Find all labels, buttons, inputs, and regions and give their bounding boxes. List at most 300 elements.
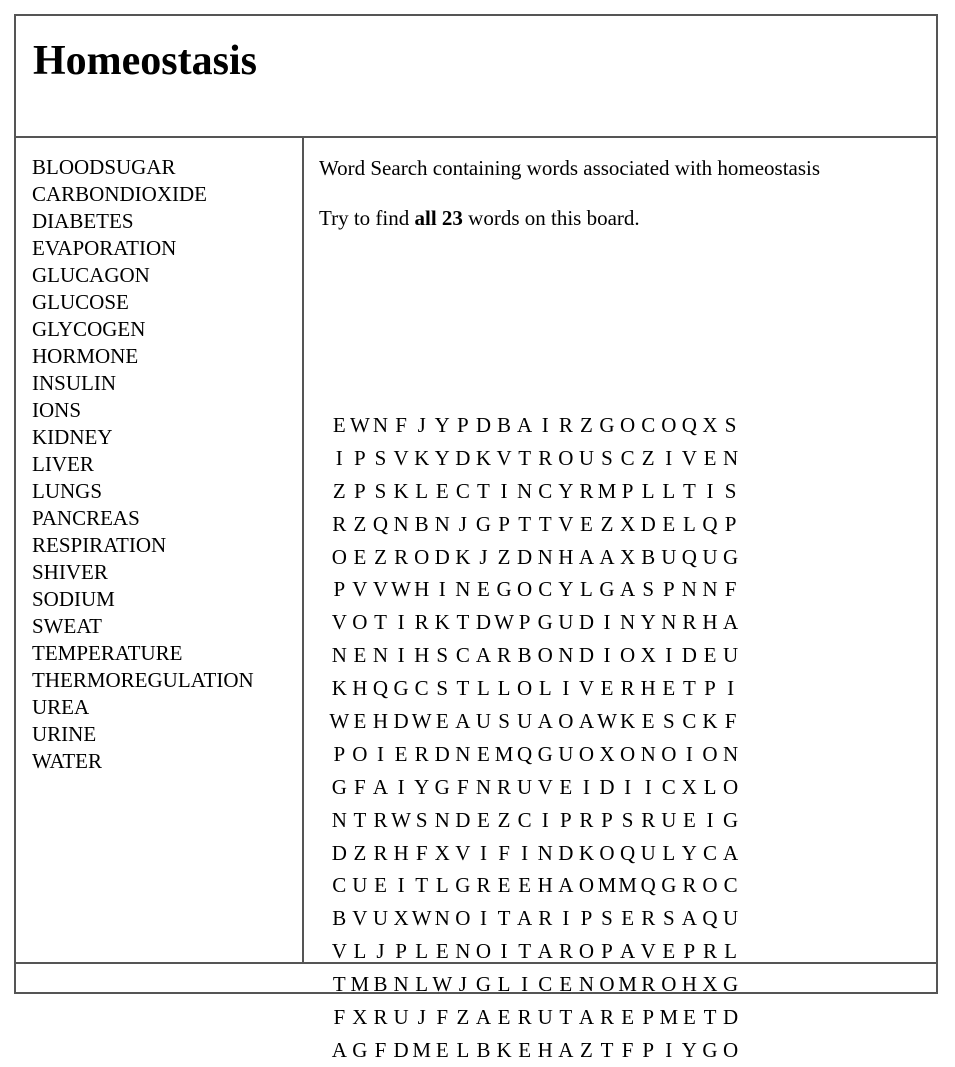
grid-letter: H <box>558 544 574 569</box>
grid-letter: Z <box>497 544 511 569</box>
grid-letter: R <box>373 807 388 832</box>
grid-letter: I <box>644 774 652 799</box>
grid-letter: R <box>476 873 491 898</box>
grid-letter: N <box>393 511 409 536</box>
grid-letter: N <box>620 610 636 635</box>
grid-letter: R <box>641 972 656 997</box>
word-list-item: EVAPORATION <box>32 236 177 260</box>
word-list-item: THERMOREGULATION <box>32 668 254 692</box>
grid-letter: I <box>335 445 343 470</box>
grid-row <box>329 442 741 475</box>
grid-letter: I <box>665 445 673 470</box>
grid-letter: V <box>640 939 656 964</box>
grid-letter: G <box>434 774 450 799</box>
word-list-item: UREA <box>32 695 90 719</box>
grid-letter: X <box>434 840 450 865</box>
grid-letter: N <box>372 643 389 668</box>
grid-letter: P <box>683 939 696 964</box>
grid-letter: O <box>599 972 615 997</box>
grid-letter: U <box>661 807 677 832</box>
grid-letter: O <box>352 741 368 766</box>
word-list-item: LIVER <box>32 452 94 476</box>
grid-letter: E <box>435 939 449 964</box>
grid-letter: P <box>621 478 634 503</box>
grid-letter: O <box>620 741 636 766</box>
grid-letter: N <box>537 544 553 569</box>
grid-letter: Z <box>353 840 367 865</box>
grid-row <box>329 705 741 738</box>
grid-letter: G <box>599 412 615 437</box>
grid-letter: R <box>538 906 553 931</box>
grid-letter: A <box>620 577 636 602</box>
grid-letter: I <box>624 774 632 799</box>
grid-letter: X <box>620 511 636 536</box>
grid-letter: J <box>458 511 467 536</box>
grid-letter: F <box>395 412 407 437</box>
grid-letter: G <box>475 972 492 997</box>
grid-letter: E <box>353 708 367 733</box>
grid-letter: Y <box>681 840 697 865</box>
word-list-item: RESPIRATION <box>32 533 167 557</box>
grid-letter: E <box>580 511 593 536</box>
grid-row <box>329 541 741 574</box>
grid-letter: T <box>497 906 511 931</box>
grid-letter: Z <box>332 478 346 503</box>
grid-letter: A <box>475 643 492 668</box>
grid-letter: R <box>497 774 512 799</box>
grid-letter: U <box>372 906 389 931</box>
grid-letter: W <box>494 610 514 635</box>
grid-letter: R <box>558 939 573 964</box>
grid-row <box>329 573 741 606</box>
grid-letter: C <box>414 676 429 701</box>
grid-letter: O <box>475 939 492 964</box>
grid-letter: R <box>373 840 388 865</box>
grid-letter: L <box>662 478 676 503</box>
grid-letter: G <box>702 1037 718 1062</box>
grid-letter: F <box>354 774 366 799</box>
grid-letter: W <box>432 972 453 997</box>
grid-letter: A <box>558 1037 574 1062</box>
grid-letter: F <box>415 840 428 865</box>
grid-letter: B <box>373 972 388 997</box>
grid-letter: P <box>354 478 366 503</box>
grid-letter: I <box>500 478 508 503</box>
grid-letter: Q <box>517 741 533 766</box>
grid-letter: P <box>354 445 366 470</box>
grid-letter: O <box>661 412 677 437</box>
grid-letter: E <box>435 478 449 503</box>
grid-letter: N <box>331 807 347 832</box>
grid-letter: V <box>455 840 471 865</box>
grid-letter: L <box>538 676 552 701</box>
grid-letter: T <box>538 511 552 536</box>
grid-letter: D <box>434 544 450 569</box>
grid-letter: Q <box>372 676 389 701</box>
grid-letter: A <box>722 610 739 635</box>
grid-letter: U <box>640 840 656 865</box>
grid-letter: G <box>599 577 615 602</box>
grid-letter: T <box>456 610 470 635</box>
word-list-item: WATER <box>32 749 102 773</box>
grid-letter: J <box>458 972 467 997</box>
grid-letter: O <box>537 643 553 668</box>
grid-letter: U <box>475 708 492 733</box>
grid-letter: E <box>682 807 696 832</box>
grid-letter: L <box>353 939 367 964</box>
grid-letter: R <box>579 478 594 503</box>
grid-letter: E <box>435 1037 449 1062</box>
grid-letter: V <box>681 445 697 470</box>
word-list-item: GLUCAGON <box>32 263 150 287</box>
grid-letter: D <box>455 807 471 832</box>
grid-letter: N <box>393 972 409 997</box>
grid-letter: V <box>578 676 594 701</box>
grid-letter: M <box>618 873 637 898</box>
grid-letter: K <box>455 544 471 569</box>
grid-letter: A <box>517 906 533 931</box>
grid-letter: N <box>722 445 739 470</box>
grid-letter: N <box>681 577 697 602</box>
grid-letter: O <box>620 643 636 668</box>
grid-letter: M <box>618 972 637 997</box>
grid-letter: H <box>414 577 430 602</box>
grid-letter: Y <box>434 445 450 470</box>
grid-letter: P <box>642 1037 655 1062</box>
grid-letter: N <box>434 906 450 931</box>
grid-letter: T <box>518 939 532 964</box>
word-list-item: SODIUM <box>32 587 115 611</box>
grid-letter: C <box>332 873 347 898</box>
grid-letter: Y <box>434 412 450 437</box>
grid-letter: Q <box>681 544 697 569</box>
grid-letter: E <box>559 972 573 997</box>
grid-letter: C <box>538 972 553 997</box>
grid-letter: E <box>374 873 387 898</box>
grid-letter: I <box>727 676 735 701</box>
grid-letter: Q <box>681 412 697 437</box>
grid-letter: O <box>620 412 636 437</box>
grid-letter: R <box>641 906 656 931</box>
grid-letter: C <box>682 708 697 733</box>
grid-letter: A <box>558 873 574 898</box>
grid-letter: F <box>724 577 737 602</box>
grid-letter: U <box>702 544 718 569</box>
grid-letter: R <box>394 544 409 569</box>
grid-letter: S <box>621 807 634 832</box>
grid-letter: N <box>537 840 553 865</box>
grid-letter: D <box>599 774 615 799</box>
grid-letter: I <box>665 1037 673 1062</box>
grid-letter: P <box>333 577 346 602</box>
grid-letter: Z <box>456 1004 470 1029</box>
grid-letter: Z <box>374 544 387 569</box>
grid-letter: C <box>702 840 717 865</box>
grid-letter: G <box>331 774 347 799</box>
grid-letter: B <box>332 906 347 931</box>
grid-letter: T <box>703 1004 717 1029</box>
grid-letter: R <box>538 445 553 470</box>
word-list-item: DIABETES <box>32 209 134 233</box>
grid-letter: Q <box>620 840 636 865</box>
grid-letter: L <box>662 840 676 865</box>
grid-letter: I <box>582 774 590 799</box>
grid-letter: R <box>558 412 573 437</box>
grid-row <box>329 606 741 639</box>
grid-letter: I <box>397 643 405 668</box>
grid-letter: R <box>682 610 697 635</box>
grid-letter: C <box>723 873 738 898</box>
grid-letter: G <box>352 1037 368 1062</box>
grid-letter: P <box>580 906 593 931</box>
grid-letter: E <box>621 906 635 931</box>
grid-letter: N <box>372 412 389 437</box>
grid-letter: Y <box>640 610 656 635</box>
grid-letter: R <box>497 643 512 668</box>
grid-letter: I <box>541 412 549 437</box>
grid-letter: N <box>578 972 594 997</box>
grid-letter: E <box>662 939 676 964</box>
grid-letter: Z <box>580 1037 593 1062</box>
grid-letter: K <box>620 708 636 733</box>
grid-letter: E <box>353 643 367 668</box>
grid-letter: F <box>436 1004 449 1029</box>
grid-letter: M <box>659 1004 679 1029</box>
grid-letter: Z <box>497 807 511 832</box>
word-list-item: GLUCOSE <box>32 290 129 314</box>
grid-letter: D <box>434 741 450 766</box>
grid-letter: S <box>724 478 737 503</box>
grid-letter: W <box>391 807 411 832</box>
grid-letter: H <box>537 873 553 898</box>
grid-letter: E <box>394 741 408 766</box>
grid-letter: M <box>597 873 617 898</box>
grid-letter: L <box>415 939 429 964</box>
grid-letter: V <box>496 445 512 470</box>
grid-letter: T <box>518 445 532 470</box>
grid-letter: X <box>393 906 409 931</box>
grid-letter: W <box>411 906 432 931</box>
grid-letter: L <box>682 511 696 536</box>
grid-letter: I <box>500 939 508 964</box>
grid-letter: P <box>601 807 613 832</box>
word-list-item: LUNGS <box>32 479 103 503</box>
grid-letter: Q <box>372 511 389 536</box>
grid-letter: I <box>706 807 714 832</box>
grid-letter: P <box>704 676 716 701</box>
grid-letter: G <box>455 873 471 898</box>
grid-letter: D <box>393 1037 409 1062</box>
grid-letter: P <box>601 939 613 964</box>
board-cell <box>304 138 936 1062</box>
grid-letter: O <box>517 676 533 701</box>
grid-letter: A <box>455 708 471 733</box>
grid-letter: I <box>603 643 611 668</box>
grid-letter: N <box>434 511 450 536</box>
grid-letter: S <box>415 807 428 832</box>
grid-letter: T <box>682 676 696 701</box>
grid-letter: L <box>435 873 449 898</box>
grid-letter: I <box>562 676 570 701</box>
grid-letter: E <box>497 873 511 898</box>
grid-letter: T <box>559 1004 573 1029</box>
grid-letter: W <box>391 577 411 602</box>
grid-letter: W <box>329 708 350 733</box>
grid-letter: B <box>414 511 429 536</box>
grid-letter: K <box>702 708 718 733</box>
grid-letter: E <box>435 708 449 733</box>
grid-letter: V <box>372 577 389 602</box>
grid-letter: A <box>475 1004 492 1029</box>
grid-row <box>329 1034 741 1067</box>
grid-letter: S <box>662 906 675 931</box>
grid-letter: T <box>374 610 387 635</box>
instruction <box>319 206 640 231</box>
grid-letter: D <box>681 643 697 668</box>
grid-letter: G <box>661 873 677 898</box>
grid-letter: J <box>417 1004 426 1029</box>
grid-letter: J <box>376 939 385 964</box>
grid-letter: R <box>414 741 429 766</box>
grid-letter: T <box>415 873 429 898</box>
instruction-prefix: Try to find <box>319 206 415 230</box>
grid-letter: M <box>597 478 617 503</box>
grid-letter: Z <box>641 445 655 470</box>
grid-letter: O <box>702 873 718 898</box>
grid-letter: D <box>331 840 347 865</box>
grid-letter: D <box>558 840 574 865</box>
word-count: all 23 <box>414 206 463 230</box>
grid-letter: A <box>537 939 553 964</box>
grid-letter: U <box>352 873 368 898</box>
grid-letter: G <box>496 577 512 602</box>
grid-letter: E <box>477 741 490 766</box>
grid-letter: N <box>475 774 492 799</box>
word-list-item: HORMONE <box>32 344 139 368</box>
grid-letter: P <box>642 1004 655 1029</box>
grid-letter: I <box>562 906 570 931</box>
grid-letter: C <box>455 478 470 503</box>
grid-letter: U <box>722 906 739 931</box>
grid-letter: T <box>332 972 346 997</box>
grid-letter: G <box>475 511 492 536</box>
grid-letter: C <box>661 774 676 799</box>
grid-letter: D <box>578 643 594 668</box>
grid-letter: Y <box>681 1037 697 1062</box>
grid-letter: A <box>578 1004 594 1029</box>
grid-letter: N <box>434 807 450 832</box>
grid-letter: H <box>640 676 656 701</box>
footer-cell <box>16 962 936 1004</box>
grid-letter: O <box>558 708 574 733</box>
grid-letter: M <box>494 741 514 766</box>
grid-letter: D <box>455 445 471 470</box>
grid-letter: F <box>621 1037 634 1062</box>
grid-letter: Q <box>702 906 718 931</box>
grid-letter: L <box>456 1037 470 1062</box>
grid-letter: A <box>620 939 636 964</box>
grid-letter: I <box>397 873 405 898</box>
grid-row <box>329 508 741 541</box>
grid-letter: X <box>640 643 656 668</box>
grid-letter: B <box>641 544 656 569</box>
grid-letter: N <box>517 478 533 503</box>
grid-letter: I <box>541 807 549 832</box>
page-title: Homeostasis <box>33 38 257 84</box>
grid-letter: R <box>517 1004 532 1029</box>
grid-letter: I <box>521 840 529 865</box>
grid-letter: S <box>374 478 387 503</box>
grid-letter: R <box>332 511 347 536</box>
grid-letter: V <box>352 906 368 931</box>
grid-row <box>329 869 741 902</box>
grid-letter: R <box>641 807 656 832</box>
grid-letter: I <box>685 741 693 766</box>
grid-letter: R <box>579 807 594 832</box>
grid-letter: Y <box>558 577 574 602</box>
grid-letter: I <box>665 643 673 668</box>
word-list <box>32 154 254 775</box>
grid-letter: L <box>497 972 511 997</box>
worksheet <box>14 14 938 1062</box>
grid-letter: O <box>702 741 718 766</box>
word-list-item: TEMPERATURE <box>32 641 183 665</box>
grid-letter: E <box>703 445 717 470</box>
grid-letter: P <box>395 939 407 964</box>
word-list-item: BLOODSUGAR <box>32 155 176 179</box>
grid-letter: O <box>722 774 739 799</box>
grid-letter: V <box>331 610 347 635</box>
grid-letter: T <box>518 511 532 536</box>
grid-letter: X <box>620 544 636 569</box>
grid-letter: G <box>722 972 739 997</box>
grid-letter: E <box>353 544 367 569</box>
grid-letter: C <box>517 807 532 832</box>
grid-letter: D <box>475 412 492 437</box>
grid-letter: C <box>620 445 635 470</box>
grid-letter: A <box>517 412 533 437</box>
grid-letter: F <box>498 840 510 865</box>
grid-letter: H <box>352 676 368 701</box>
grid-letter: U <box>393 1004 409 1029</box>
grid-letter: A <box>578 708 594 733</box>
grid-letter: K <box>414 445 430 470</box>
grid-letter: N <box>331 643 347 668</box>
grid-letter: G <box>722 544 739 569</box>
grid-letter: U <box>558 741 574 766</box>
grid-letter: O <box>599 840 615 865</box>
word-list-item: INSULIN <box>32 371 116 395</box>
grid-letter: T <box>477 478 490 503</box>
word-list-item: PANCREAS <box>32 506 140 530</box>
grid-letter: I <box>521 972 529 997</box>
grid-letter: E <box>477 577 490 602</box>
grid-letter: C <box>538 577 553 602</box>
grid-letter: S <box>436 643 449 668</box>
grid-letter: E <box>518 1037 532 1062</box>
grid-letter: F <box>724 708 737 733</box>
grid-letter: K <box>475 445 492 470</box>
grid-letter: P <box>724 511 737 536</box>
word-list-item: GLYCOGEN <box>32 317 146 341</box>
grid-letter: T <box>456 676 470 701</box>
grid-letter: O <box>331 544 347 569</box>
grid-letter: V <box>352 577 368 602</box>
grid-letter: M <box>412 1037 432 1062</box>
grid-letter: X <box>702 972 718 997</box>
grid-letter: Z <box>353 511 367 536</box>
grid-letter: B <box>497 412 512 437</box>
